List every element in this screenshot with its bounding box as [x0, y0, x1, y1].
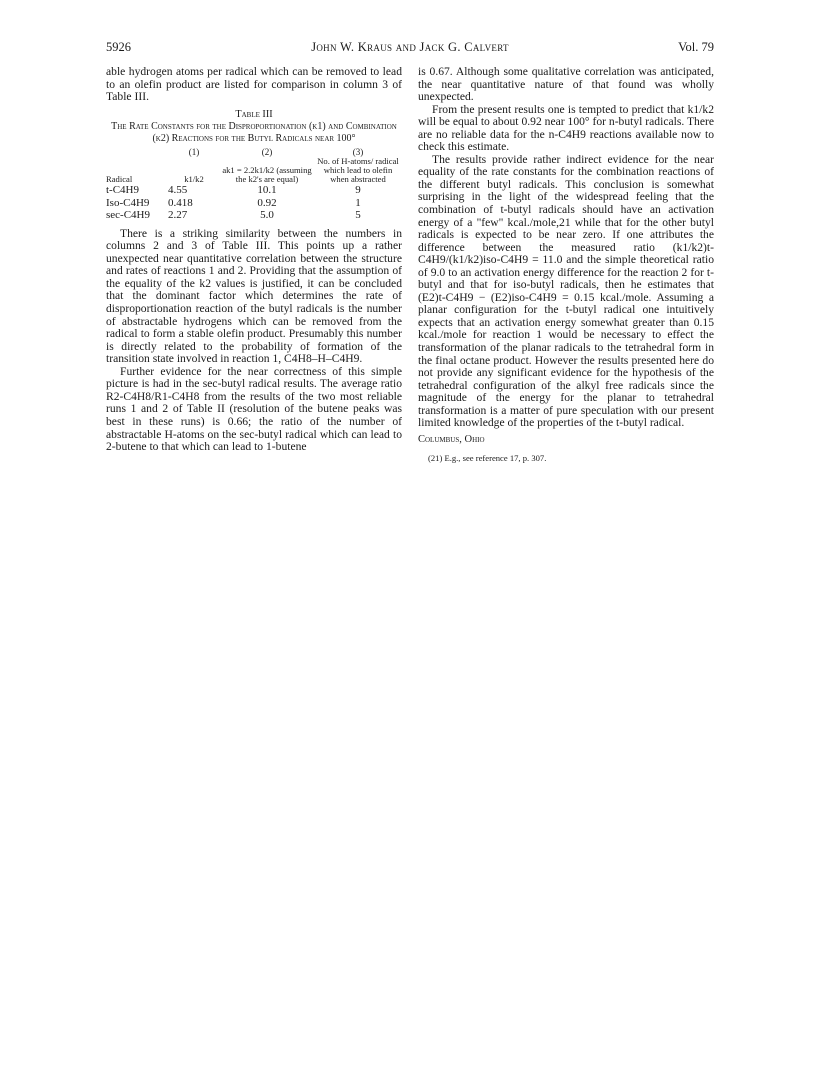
table-iii: [106, 147, 402, 222]
table-row: [106, 209, 402, 222]
cell-col3: 5: [355, 209, 361, 222]
left-paragraph-similarity: There is a striking similarity between the numbers in columns 2 and 3 of Table III. This points up a rather unexpected near quantitative correlation between the structure and rates of reactions 1 and 2. Providing that the assumption of the equality of the k2 values is justified, it can be concluded that the dominant factor which determines the rate of disproportionation reaction of the butyl radicals is the number of abstractable hydrogens which can be removed from the radical to form a stable olefin product. Presumably this number is directly related to the probability of formation of the transition state involved in reaction 1, C4H8–H–C4H9.: [106, 226, 402, 366]
cell-col2: 5.0: [260, 209, 274, 222]
cell-ratio: 0.418: [168, 196, 193, 209]
page-number: 5926: [106, 40, 131, 54]
cell-radical: t-C4H9: [106, 184, 139, 197]
footnote-21: (21) E.g., see reference 17, p. 307.: [428, 453, 547, 464]
cell-radical: sec-C4H9: [106, 209, 150, 222]
table-title: The Rate Constants for the Disproportionation (k1) and Combination (k2) Reactions for the Butyl Radicals near 100°: [111, 120, 397, 144]
right-column: [418, 66, 714, 465]
cell-ratio: 2.27: [168, 209, 188, 222]
cell-ratio: 4.55: [168, 184, 188, 197]
left-intro-paragraph: able hydrogen atoms per radical which can be removed to lead to an olefin product are listed for comparison in column 3 of Table III.: [106, 65, 402, 104]
col-head-radical: Radical: [106, 174, 133, 185]
volume-label: Vol. 79: [678, 40, 714, 54]
cell-col3: 9: [355, 184, 361, 197]
signature-location: Columbus, Ohio: [418, 433, 485, 445]
col-number-2: (2): [261, 146, 273, 157]
running-authors: John W. Kraus and Jack G. Calvert: [311, 40, 509, 54]
col-number-3: (3): [352, 146, 364, 157]
col-head-2: ak1 = 2.2k1/k2 (assuming the k2's are equal): [222, 164, 312, 185]
cell-col3: 1: [355, 196, 361, 209]
col-number-1: (1): [188, 146, 200, 157]
table-row: [106, 184, 402, 197]
table-label: Table III: [235, 108, 273, 120]
right-paragraph-combination: The results provide rather indirect evidence for the near equality of the rate constants for the combination reactions of the different butyl radicals. This conclusion is somewhat surprising in the light of the widespread feeling that the combination of t-butyl radicals should have an activation energy of a "few" kcal./mole,21 while that for the other butyl radicals is expected to be near zero. If one attributes the difference between the measured ratio (k1/k2)t-C4H9/(k1/k2)iso-C4H9 = 11.0 and the simple theoretical ratio of 9.0 to an activation energy difference for the reaction 2 for t-butyl and that for iso-butyl radicals, then he estimates that (E2)t-C4H9 − (E2)iso-C4H9 = 0.15 kcal./mole. Assuming a planar configuration for the t-butyl radical one intuitively expects that an activation energy somewhat greater than 0.15 kcal./mole for reaction 1 would be necessary to effect the transformation of the planar radicals to the tetrahedral form in the final octane product. However the results presented here do not provide any significant evidence for the hypothesis of the tetrahedral configuration of the alkyl free radicals since the magnitude of the energy for the planar to tetrahedral transformation is a matter of pure speculation with our present limited knowledge of the properties of the t-butyl radical.: [418, 152, 714, 430]
col-head-ratio: k1/k2: [184, 174, 204, 185]
running-header: [106, 40, 714, 56]
cell-col2: 10.1: [257, 184, 277, 197]
left-column: [106, 66, 402, 454]
col-head-3: No. of H-atoms/ radical which lead to olefin when abstracted: [317, 155, 399, 185]
left-paragraph-evidence: Further evidence for the near correctness of this simple picture is had in the sec-butyl radical results. The average ratio R2-C4H8/R1-C4H8 from the results of the two most reliable runs 1 and 2 of Table II (resolution of the butene peaks was best in these runs) is 0.66; the ratio of the number of abstractable H-atoms on the sec-butyl radical which can lead to 2-butene to that which can lead to 1-butene: [106, 364, 402, 454]
cell-radical: Iso-C4H9: [106, 196, 150, 209]
table-row: [106, 197, 402, 210]
right-paragraph-prediction: From the present results one is tempted to predict that k1/k2 will be equal to about 0.92 near 100° for n-butyl radicals. There are no reliable data for the n-C4H9 reactions available now to check this estimate.: [418, 102, 714, 154]
cell-col2: 0.92: [257, 196, 277, 209]
right-paragraph-continued: is 0.67. Although some qualitative correlation was anticipated, the near quantitative nature of that found was wholly unexpected.: [418, 65, 714, 104]
